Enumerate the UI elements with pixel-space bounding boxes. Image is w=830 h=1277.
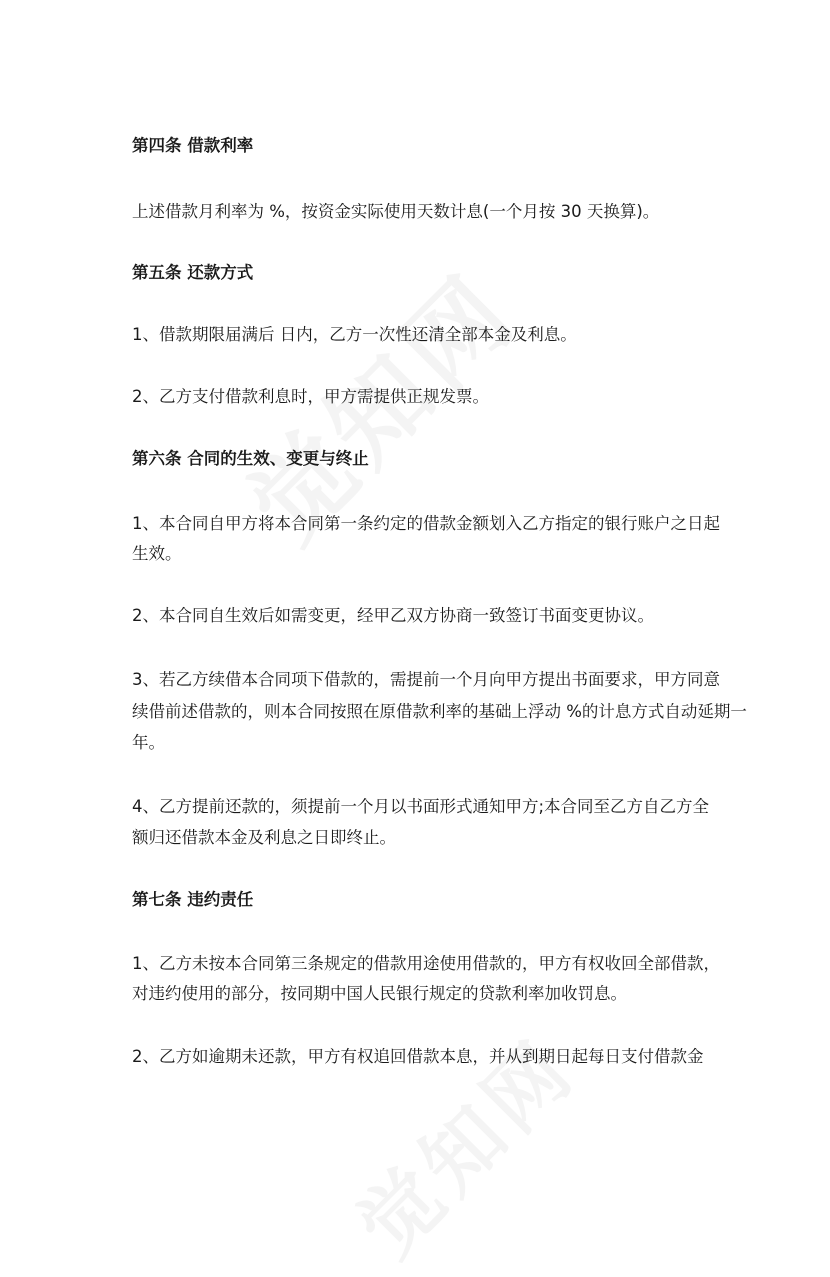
section-7-paragraph-1-line-1: 1、乙方未按本合同第三条规定的借款用途使用借款的，甲方有权收回全部借款， xyxy=(132,954,720,973)
section-4-paragraph-1: 上述借款月利率为 %，按资金实际使用天数计息(一个月按 30 天换算)。 xyxy=(132,202,660,221)
section-6-paragraph-3-line-3: 年。 xyxy=(132,733,165,752)
section-7-heading: 第七条 违约责任 xyxy=(132,890,254,909)
section-6-heading: 第六条 合同的生效、变更与终止 xyxy=(132,449,369,468)
section-6-paragraph-2: 2、本合同自生效后如需变更，经甲乙双方协商一致签订书面变更协议。 xyxy=(132,606,654,625)
section-5-paragraph-1: 1、借款期限届满后 日内，乙方一次性还清全部本金及利息。 xyxy=(132,325,577,344)
section-6-paragraph-3-line-1: 3、若乙方续借本合同项下借款的，需提前一个月向甲方提出书面要求，甲方同意 xyxy=(132,670,720,689)
section-4-heading: 第四条 借款利率 xyxy=(132,136,254,155)
section-6-paragraph-4-line-1: 4、乙方提前还款的，须提前一个月以书面形式通知甲方;本合同至乙方自乙方全 xyxy=(132,797,710,816)
section-7-paragraph-2-line-1: 2、乙方如逾期未还款，甲方有权追回借款本息，并从到期日起每日支付借款金 xyxy=(132,1047,704,1066)
section-6-paragraph-3-line-2: 续借前述借款的，则本合同按照在原借款利率的基础上浮动 %的计息方式自动延期一 xyxy=(132,702,747,721)
section-6-paragraph-4-line-2: 额归还借款本金及利息之日即终止。 xyxy=(132,828,396,847)
section-5-paragraph-2: 2、乙方支付借款利息时，甲方需提供正规发票。 xyxy=(132,387,489,406)
section-5-heading: 第五条 还款方式 xyxy=(132,263,254,282)
section-7-paragraph-1-line-2: 对违约使用的部分，按同期中国人民银行规定的贷款利率加收罚息。 xyxy=(132,984,627,1003)
section-6-paragraph-1-line-1: 1、本合同自甲方将本合同第一条约定的借款金额划入乙方指定的银行账户之日起 xyxy=(132,514,720,533)
section-6-paragraph-1-line-2: 生效。 xyxy=(132,544,182,563)
